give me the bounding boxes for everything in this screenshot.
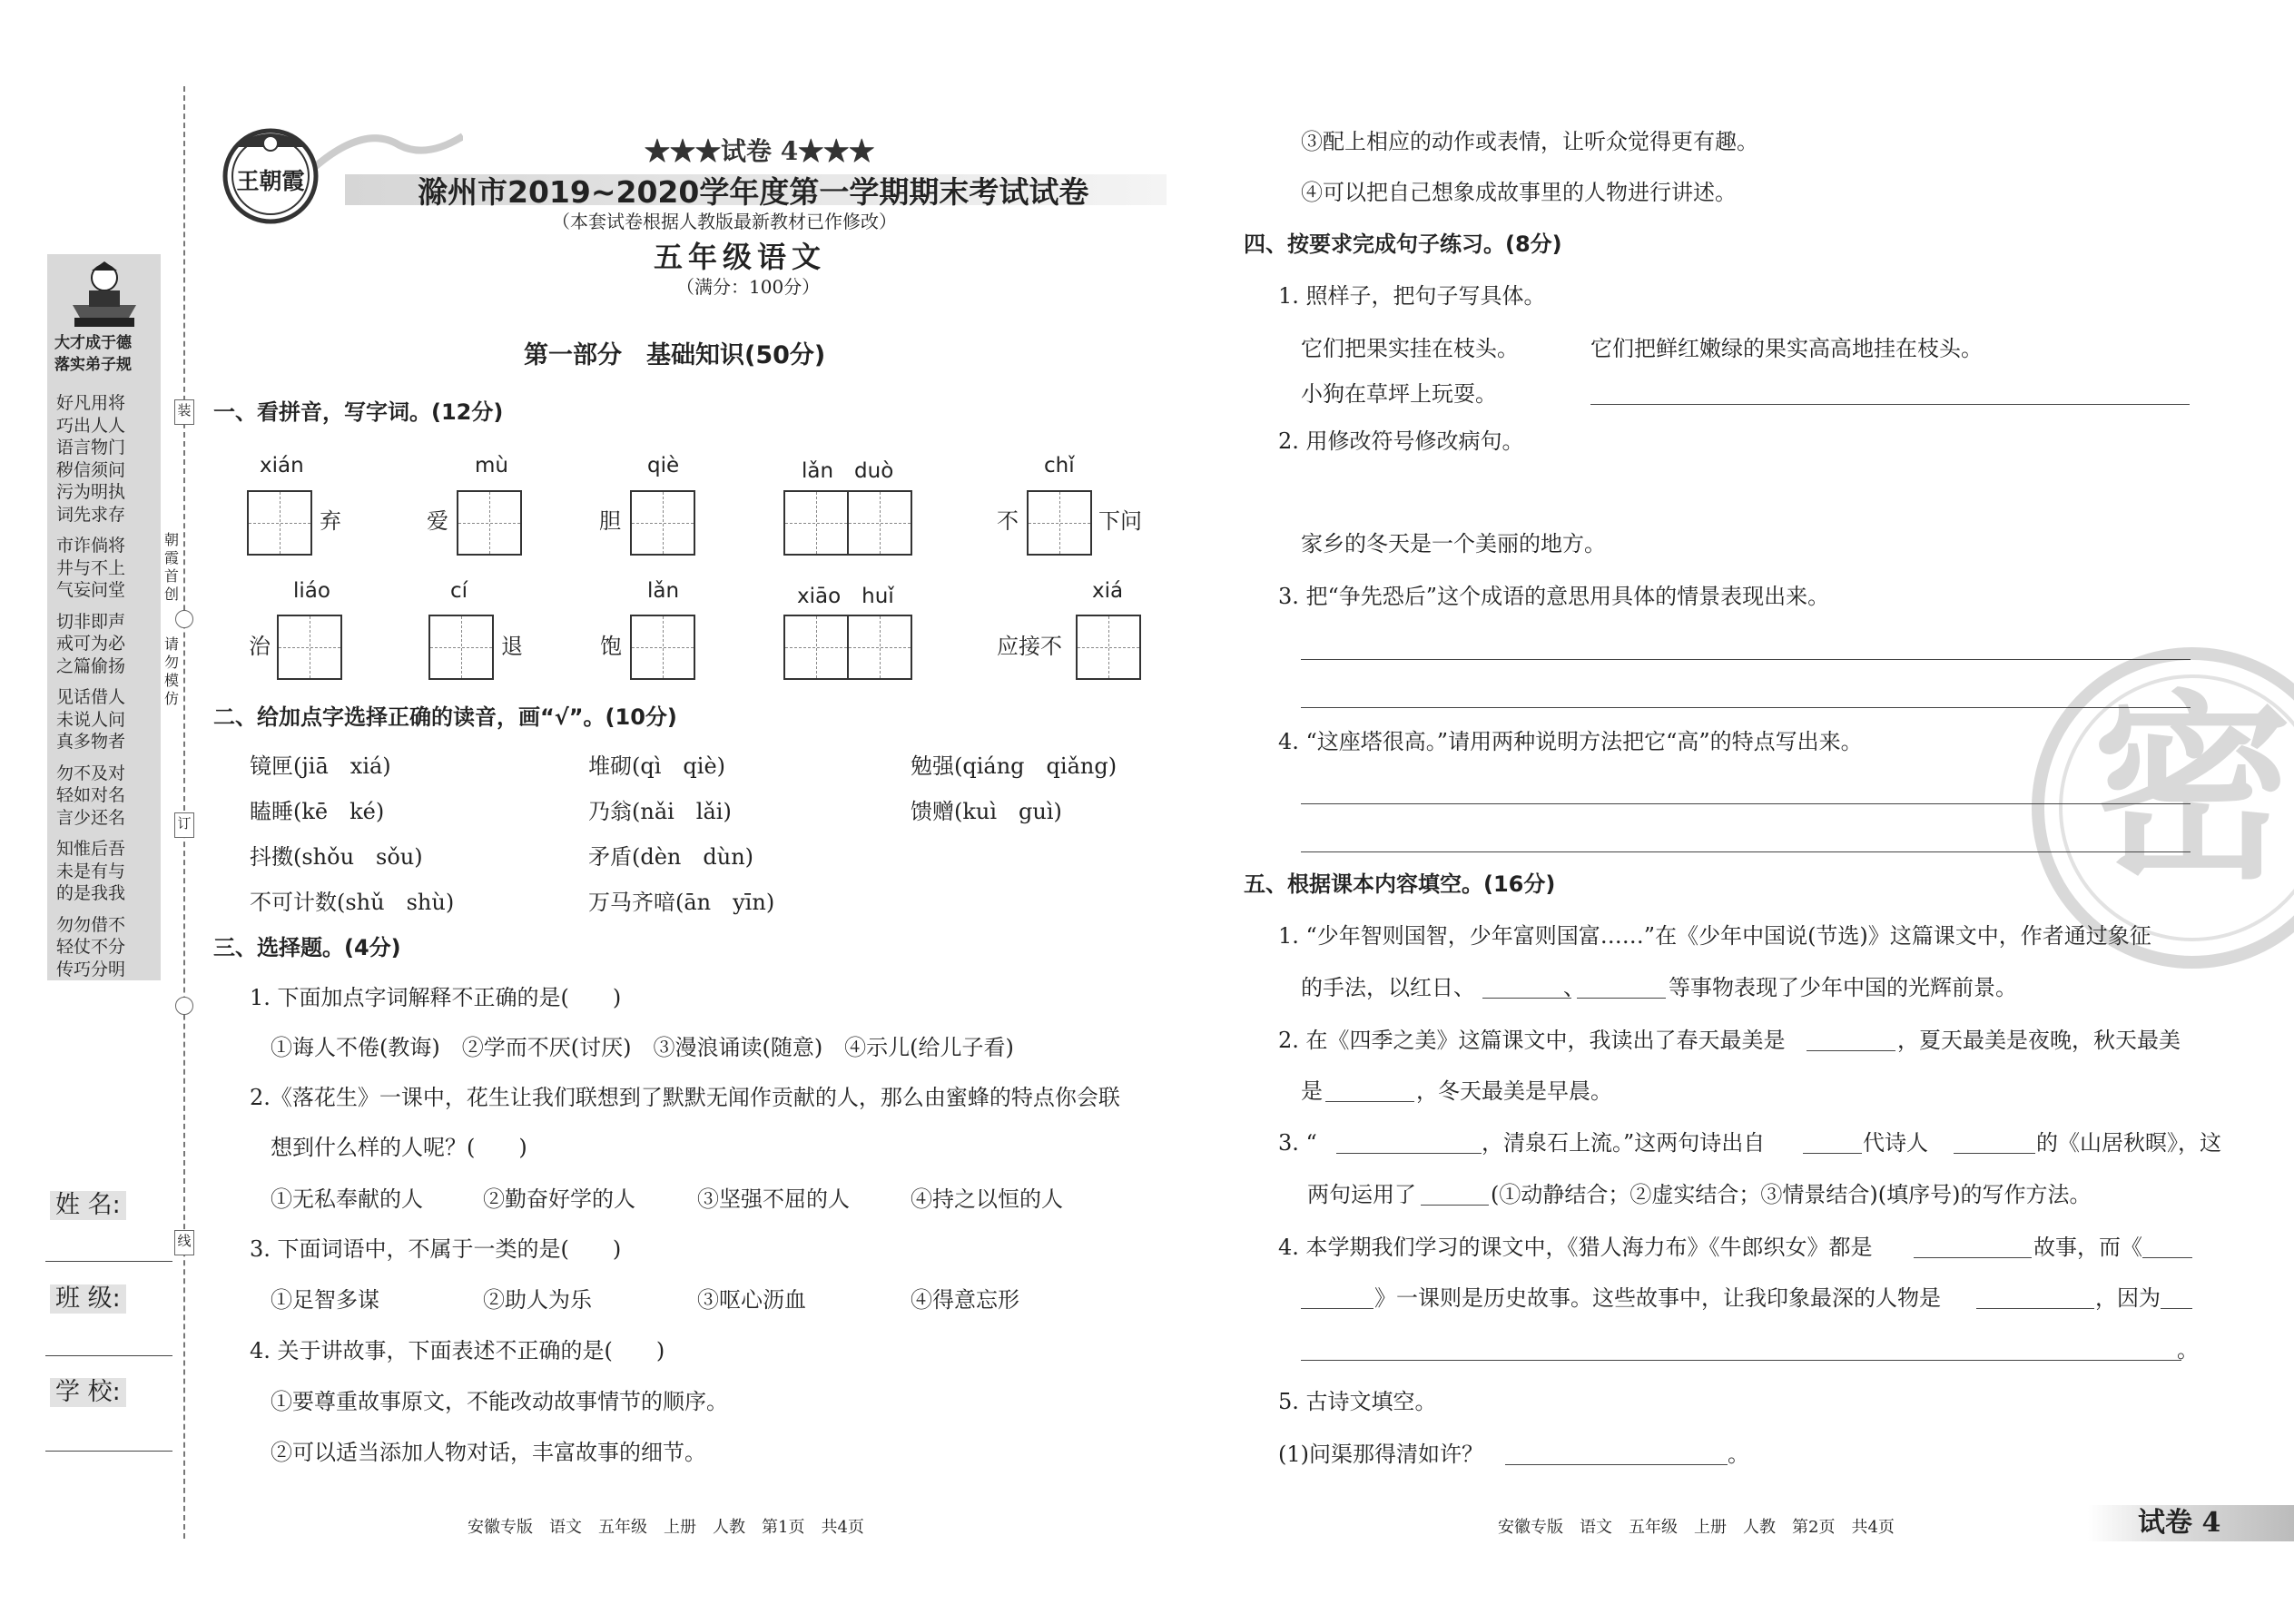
char-box[interactable] — [847, 615, 912, 680]
q2-item[interactable]: 馈赠(kuì guì) — [911, 799, 1062, 824]
poem-line: 语言物门 — [56, 438, 126, 458]
seal-text-top: 朝霞首创 — [163, 531, 179, 603]
q5-s5-poem: (1)问渠那得清如许？ — [1278, 1442, 1483, 1467]
q5-s3-blank[interactable] — [1954, 1152, 2035, 1154]
q4-s1: 1. 照样子，把句子写具体。 — [1278, 283, 1546, 309]
q4-s4-answer-line[interactable] — [1301, 851, 2191, 852]
q3-s4: 4. 关于讲故事，下面表述不正确的是( ) — [250, 1338, 665, 1363]
word-prefix: 爱 — [427, 508, 448, 534]
q2-item[interactable]: 矛盾(dèn dùn) — [588, 844, 754, 870]
sidebar-motto-top: 大才成于德 — [54, 334, 132, 352]
char-box[interactable] — [783, 615, 849, 680]
q5-s2-text: 是 — [1301, 1078, 1323, 1104]
char-box[interactable] — [847, 490, 912, 556]
poem-line: 知惟后吾 — [56, 839, 126, 859]
q4-s4: 4. “这座塔很高。”请用两种说明方法把它“高”的特点写出来。 — [1278, 729, 1863, 754]
q2-item[interactable]: 瞌睡(kē ké) — [250, 799, 385, 824]
q3-s2-line2: 想到什么样的人呢？( ) — [271, 1135, 527, 1160]
poem-line: 真多物者 — [56, 732, 126, 752]
q4-s1-answer-line[interactable] — [1590, 403, 2190, 405]
poem-line: 污为明执 — [56, 482, 126, 502]
q5-s4-blank[interactable] — [1976, 1307, 2094, 1309]
char-box[interactable] — [247, 490, 312, 556]
q5-s1-text: 等事物表现了少年中国的光辉前景。 — [1669, 975, 2017, 1000]
q5-s5: 5. 古诗文填空。 — [1278, 1389, 1437, 1414]
q5-s5-blank[interactable] — [1505, 1463, 1728, 1465]
q2-item[interactable]: 镜匣(jiā xiá) — [250, 753, 391, 779]
q3-s4-option[interactable]: ③配上相应的动作或表情，让听众觉得更有趣。 — [1301, 129, 1758, 154]
poem-line: 见话借人 — [56, 687, 126, 707]
logo-seal — [216, 120, 325, 229]
q5-s3-blank[interactable] — [1336, 1152, 1482, 1154]
poem-line: 井与不上 — [56, 557, 126, 578]
poem-line: 巧出人人 — [56, 415, 126, 436]
q5-s1-blank[interactable] — [1482, 997, 1571, 999]
q2-item[interactable]: 勉强(qiáng qiǎng) — [911, 753, 1117, 779]
pinyin: xián — [260, 454, 304, 477]
char-box[interactable] — [277, 615, 342, 680]
q5-s1-line1: 1. “少年智则国智，少年富则国富……”在《少年中国说(节选)》这篇课文中，作者通过象征 — [1278, 923, 2151, 949]
poem-line: 切非即声 — [56, 611, 126, 632]
poem-line: 轻仗不分 — [56, 937, 126, 957]
poem-line: 好凡用将 — [56, 393, 126, 413]
footer-paper-tag: 试卷 4 — [2138, 1507, 2221, 1539]
school-field[interactable] — [45, 1450, 172, 1452]
flower-icon — [175, 997, 193, 1015]
q3-s1-options[interactable]: ①诲人不倦(教诲) ②学而不厌(讨厌) ③漫浪诵读(随意) ④示儿(给儿子看) — [271, 1035, 1014, 1060]
q3-s3-option[interactable]: ①足智多谋 — [271, 1287, 379, 1313]
q5-s2-text: 2. 在《四季之美》这篇课文中，我读出了春天最美是 — [1278, 1028, 1786, 1053]
q3-s2-option[interactable]: ①无私奉献的人 — [271, 1186, 423, 1212]
footer-left: 安徽专版 语文 五年级 上册 人教 第1页 共4页 — [468, 1518, 864, 1537]
poem-line: 勿不及对 — [56, 763, 126, 783]
q3-s3-option[interactable]: ④得意忘形 — [911, 1287, 1019, 1313]
watermark-text: 密 — [2092, 674, 2292, 906]
q2-title: 二、给加点字选择正确的读音，画“√”。(10分) — [213, 704, 677, 730]
word-prefix: 应接不 — [997, 634, 1062, 659]
char-box[interactable] — [1076, 615, 1141, 680]
word-suffix: 弃 — [320, 508, 341, 534]
char-box[interactable] — [783, 490, 849, 556]
q5-s3-blank[interactable] — [1421, 1204, 1489, 1206]
poem-line: 言少还名 — [56, 807, 126, 828]
word-prefix: 饱 — [600, 634, 622, 659]
q4-s2-sentence[interactable]: 家乡的冬天是一个美丽的地方。 — [1301, 531, 1606, 556]
q5-s1-text: 、 — [1563, 975, 1585, 1000]
q4-s1-task: 小狗在草坪上玩耍。 — [1301, 381, 1497, 407]
footer-right: 安徽专版 语文 五年级 上册 人教 第2页 共4页 — [1498, 1518, 1895, 1537]
q5-title: 五、根据课本内容填空。(16分) — [1244, 871, 1556, 897]
poem-line: 气妄问堂 — [56, 580, 126, 600]
poem-line: 传巧分明 — [56, 959, 126, 979]
q5-s4-blank[interactable] — [2161, 1307, 2192, 1309]
sidebar-motto-bottom: 落实弟子规 — [54, 356, 132, 374]
pinyin: qiè — [647, 454, 680, 477]
q5-s3-text: 两句运用了 — [1307, 1182, 1416, 1207]
q4-s1-example-expanded: 它们把鲜红嫩绿的果实高高地挂在枝头。 — [1590, 336, 1983, 361]
poem-line: 之篇偷扬 — [56, 655, 126, 676]
q5-s4-blank[interactable] — [1301, 1359, 2181, 1361]
word-prefix: 不 — [997, 508, 1019, 534]
logo-text: 王朝霞 — [236, 168, 305, 194]
q3-s4-option[interactable]: ①要尊重故事原文，不能改动故事情节的顺序。 — [271, 1389, 728, 1414]
class-field[interactable] — [45, 1354, 172, 1356]
full-score: （满分：100分） — [676, 276, 821, 298]
q3-s2-line1: 2.《落花生》一课中，花生让我们联想到了默默无闻作贡献的人，那么由蜜蜂的特点你会联 — [250, 1085, 1120, 1110]
part1-title: 第一部分 基础知识(50分) — [524, 341, 826, 369]
q5-s4-text: 4. 本学期我们学习的课文中，《猎人海力布》《牛郎织女》都是 — [1278, 1235, 1873, 1260]
word-suffix: 退 — [501, 634, 523, 659]
poem-line: 词先求存 — [56, 504, 126, 525]
q5-s4-text: 》一课则是历史故事。这些故事中，让我印象最深的人物是 — [1374, 1285, 1941, 1311]
q4-s3: 3. 把“争先恐后”这个成语的意思用具体的情景表现出来。 — [1278, 584, 1830, 609]
q5-s2-blank[interactable] — [1807, 1049, 1895, 1051]
q3-s2-option[interactable]: ③坚强不屈的人 — [697, 1186, 850, 1212]
q5-s3-blank[interactable] — [1803, 1152, 1862, 1154]
pinyin: lǎn — [647, 579, 680, 603]
q3-s3: 3. 下面词语中，不属于一类的是( ) — [250, 1236, 622, 1262]
char-box[interactable] — [1027, 490, 1092, 556]
pinyin: liáo — [293, 579, 330, 603]
q5-s2-text: ，冬天最美是早晨。 — [1416, 1078, 1612, 1104]
q5-s4-blank[interactable] — [1914, 1256, 2032, 1258]
q3-s2-option[interactable]: ②勤奋好学的人 — [483, 1186, 635, 1212]
q2-item[interactable]: 不可计数(shǔ shù) — [250, 890, 455, 915]
word-prefix: 胆 — [599, 508, 621, 534]
q5-s4-blank[interactable] — [1301, 1307, 1373, 1309]
q4-s2: 2. 用修改符号修改病句。 — [1278, 428, 1524, 454]
q3-s4-option[interactable]: ②可以适当添加人物对话，丰富故事的细节。 — [271, 1440, 706, 1465]
name-label: 姓 名: — [50, 1191, 126, 1220]
q4-s3-answer-line[interactable] — [1301, 706, 2191, 708]
q2-item[interactable]: 堆砌(qì qiè) — [588, 753, 726, 779]
q5-s2-text: ，夏天最美是夜晚，秋天最美 — [1897, 1028, 2181, 1053]
scholar-figure — [54, 258, 154, 330]
q5-s5-poem-end: 。 — [1728, 1442, 1749, 1467]
q5-s3-text: ，清泉石上流。”这两句诗出自 — [1482, 1130, 1766, 1156]
school-label: 学 校: — [50, 1378, 126, 1407]
sidebar-poem — [56, 392, 154, 980]
q5-s3-text: 代诗人 — [1863, 1130, 1928, 1156]
paper-title: 滁州市2019~2020学年度第一学期期末考试试卷 — [418, 174, 1089, 210]
q5-s3-text: (①动静结合；②虚实结合；③情景结合)(填序号)的写作方法。 — [1491, 1182, 2092, 1207]
ribbon-decoration — [309, 118, 463, 182]
q5-s1-text: 的手法，以红日、 — [1301, 975, 1475, 1000]
q2-item[interactable]: 万马齐喑(ān yīn) — [588, 890, 775, 915]
pinyin: chǐ — [1044, 454, 1075, 477]
poem-line: 轻如对名 — [56, 785, 126, 805]
poem-line: 的是我我 — [56, 883, 126, 903]
q5-s4-text: ，因为 — [2095, 1285, 2161, 1311]
binding-strip — [0, 0, 191, 1624]
poem-line: 未是有与 — [56, 861, 126, 881]
q3-s2-option[interactable]: ④持之以恒的人 — [911, 1186, 1063, 1212]
subject-title: 五年级语文 — [654, 240, 827, 274]
word-suffix: 下问 — [1098, 508, 1142, 534]
word-prefix: 治 — [249, 634, 271, 659]
seal-text-bottom: 请勿模仿 — [163, 635, 179, 707]
char-box[interactable] — [630, 615, 695, 680]
pinyin: mù — [475, 454, 508, 477]
q5-s4-text: 故事，而《 — [2033, 1235, 2142, 1260]
q3-s4-option[interactable]: ④可以把自己想象成故事里的人物进行讲述。 — [1301, 180, 1737, 205]
name-field[interactable] — [45, 1260, 172, 1262]
q2-item[interactable]: 乃翁(nǎi lǎi) — [588, 799, 732, 824]
poem-line: 市诈倘将 — [56, 536, 126, 556]
q5-s3-text: 3. “ — [1278, 1130, 1317, 1156]
bind-label-xian: 线 — [174, 1230, 194, 1255]
q3-s1: 1. 下面加点字词解释不正确的是( ) — [250, 985, 622, 1010]
char-box[interactable] — [457, 490, 522, 556]
poem-line: 秽信须问 — [56, 459, 126, 480]
paper-note: （本套试卷根据人教版最新教材已作修改） — [552, 211, 897, 232]
pinyin: xiāo huǐ — [797, 585, 894, 608]
poem-line: 戒可为必 — [56, 634, 126, 654]
poem-line: 未说人问 — [56, 709, 126, 730]
flower-icon — [175, 610, 193, 628]
pinyin: cí — [450, 579, 468, 603]
bind-label-ding: 订 — [174, 812, 194, 838]
poem-line: 勿勿借不 — [56, 914, 126, 935]
q3-title: 三、选择题。(4分) — [213, 935, 401, 960]
q4-s1-example: 它们把果实挂在枝头。 — [1301, 336, 1519, 361]
q5-s4-blank[interactable] — [2142, 1256, 2192, 1258]
q4-title: 四、按要求完成句子练习。(8分) — [1244, 231, 1562, 257]
q1-title: 一、看拼音，写字词。(12分) — [213, 399, 504, 425]
char-box[interactable] — [428, 615, 494, 680]
paper-badge: ★★★试卷 4★★★ — [645, 136, 875, 166]
q5-s2-blank[interactable] — [1325, 1100, 1414, 1102]
q3-s3-option[interactable]: ②助人为乐 — [483, 1287, 592, 1313]
q2-item[interactable]: 抖擞(shǒu sǒu) — [250, 844, 423, 870]
q5-s4-text: 。 — [2177, 1337, 2199, 1363]
q5-s3-text: 的《山居秋暝》，这 — [2036, 1130, 2221, 1156]
q3-s3-option[interactable]: ③呕心沥血 — [697, 1287, 806, 1313]
class-label: 班 级: — [50, 1284, 126, 1314]
q4-s4-answer-line[interactable] — [1301, 802, 2191, 804]
pinyin: lǎn duò — [802, 459, 894, 483]
q4-s3-answer-line[interactable] — [1301, 658, 2191, 660]
q5-s1-blank[interactable] — [1577, 997, 1666, 999]
char-box[interactable] — [630, 490, 695, 556]
pinyin: xiá — [1092, 579, 1124, 603]
bind-label-zhuang: 装 — [174, 399, 194, 425]
